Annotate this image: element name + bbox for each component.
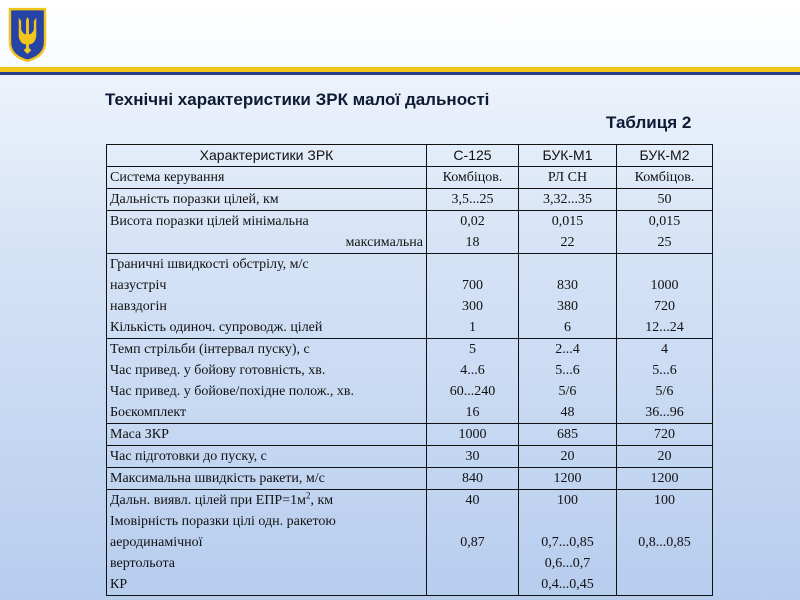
row-value: 50 (617, 189, 713, 211)
row-value: 22 (519, 232, 617, 254)
row-label (107, 574, 427, 596)
row-value: 4...6 (427, 360, 519, 381)
row-value: 48 (519, 402, 617, 424)
table-row (107, 446, 713, 468)
row-label-text: Дальність поразки цілей, км (110, 192, 279, 207)
row-label-text: Час підготовки до пуску, с (110, 449, 267, 464)
table-body (107, 167, 713, 596)
table-row (107, 424, 713, 446)
table-row (107, 339, 713, 361)
row-value: 830 (519, 275, 617, 296)
row-value: 18 (427, 232, 519, 254)
row-value: 25 (617, 232, 713, 254)
row-label-text: Кількість одиноч. супроводж. цілей (110, 320, 323, 335)
table-row (107, 232, 713, 254)
row-label (107, 381, 427, 402)
row-label (107, 446, 427, 468)
row-value: 300 (427, 296, 519, 317)
row-label-text: Максимальна швидкість ракети, м/с (110, 471, 325, 486)
row-label (107, 275, 427, 296)
row-value: 0,7...0,85 (519, 532, 617, 553)
row-value: 100 (519, 490, 617, 512)
table-row (107, 167, 713, 189)
row-value (427, 574, 519, 596)
table-header-row (107, 145, 713, 167)
row-label (107, 167, 427, 189)
row-label (107, 339, 427, 361)
page-title: Технічні характеристики ЗРК малої дальності (105, 90, 490, 109)
table-row (107, 490, 713, 512)
row-value: 720 (617, 424, 713, 446)
table-row (107, 574, 713, 596)
row-label-text: КР (110, 577, 128, 592)
row-label (107, 317, 427, 339)
characteristics-table (106, 144, 713, 596)
column-header: Характеристики ЗРК (107, 145, 427, 167)
table-row (107, 468, 713, 490)
table-row (107, 381, 713, 402)
row-label-text: навздогін (110, 299, 167, 314)
row-value: 700 (427, 275, 519, 296)
row-value: 12...24 (617, 317, 713, 339)
row-value: 0,6...0,7 (519, 553, 617, 574)
table-row (107, 211, 713, 233)
table-row (107, 189, 713, 211)
row-value: 20 (617, 446, 713, 468)
row-value: 0,02 (427, 211, 519, 233)
row-label-text: Боєкомплект (110, 405, 187, 420)
row-value: 6 (519, 317, 617, 339)
row-label (107, 189, 427, 211)
row-label (107, 232, 427, 254)
row-value: Комбіцов. (617, 167, 713, 189)
column-header: БУК-М1 (519, 145, 617, 167)
header-rule-navy (0, 72, 800, 75)
row-label-text: Маса ЗКР (110, 427, 169, 442)
row-label-text: максимальна (345, 235, 423, 250)
row-value: 60...240 (427, 381, 519, 402)
row-value (617, 511, 713, 532)
row-value: РЛ СН (519, 167, 617, 189)
row-value: 5...6 (617, 360, 713, 381)
row-label (107, 532, 427, 553)
row-label (107, 468, 427, 490)
row-value: 2...4 (519, 339, 617, 361)
row-label (107, 553, 427, 574)
row-label-text: вертольота (110, 556, 175, 571)
row-value: 5/6 (617, 381, 713, 402)
row-value: 1000 (617, 275, 713, 296)
row-label-text: Граничні швидкості обстрілу, м/с (110, 257, 309, 272)
column-header: С-125 (427, 145, 519, 167)
row-value: Комбіцов. (427, 167, 519, 189)
row-value: 3,32...35 (519, 189, 617, 211)
row-value: 5/6 (519, 381, 617, 402)
row-value: 840 (427, 468, 519, 490)
row-value: 40 (427, 490, 519, 512)
row-value: 16 (427, 402, 519, 424)
row-value: 0,87 (427, 532, 519, 553)
table-row (107, 275, 713, 296)
row-label-text: назустріч (110, 278, 167, 293)
row-value (427, 553, 519, 574)
row-value: 0,015 (617, 211, 713, 233)
row-value: 1200 (519, 468, 617, 490)
row-value (427, 511, 519, 532)
row-label (107, 360, 427, 381)
row-label (107, 402, 427, 424)
row-value: 1000 (427, 424, 519, 446)
ukraine-trident-icon (8, 7, 47, 62)
row-value: 5 (427, 339, 519, 361)
table-row (107, 511, 713, 532)
row-value (617, 254, 713, 276)
row-label-text: Час привед. у бойове/похідне полож., хв. (110, 384, 355, 399)
row-label (107, 424, 427, 446)
row-label (107, 296, 427, 317)
row-value: 0,015 (519, 211, 617, 233)
row-label-text: Дальн. виявл. цілей при ЕПР=1м (110, 493, 306, 508)
header-band (0, 0, 800, 72)
row-value: 4 (617, 339, 713, 361)
row-value: 30 (427, 446, 519, 468)
row-value (519, 254, 617, 276)
table-row (107, 296, 713, 317)
row-label-text: Імовірність поразки цілі одн. ракетою (110, 514, 336, 529)
table-row (107, 532, 713, 553)
row-value: 685 (519, 424, 617, 446)
table-caption: Таблиця 2 (606, 113, 692, 132)
row-value: 720 (617, 296, 713, 317)
row-value: 0,4...0,45 (519, 574, 617, 596)
row-label-text: Темп стрільби (інтервал пуску), с (110, 342, 310, 357)
row-label (107, 211, 427, 233)
row-label-text: аеродинамічної (110, 535, 203, 550)
table-row (107, 553, 713, 574)
row-label (107, 490, 427, 512)
table-row (107, 360, 713, 381)
row-value: 1 (427, 317, 519, 339)
row-label (107, 511, 427, 532)
row-value (617, 553, 713, 574)
table-row (107, 254, 713, 276)
row-label-text: Система керування (110, 170, 225, 185)
row-value: 100 (617, 490, 713, 512)
row-value: 20 (519, 446, 617, 468)
table-row (107, 402, 713, 424)
row-label-text: Висота поразки цілей мінімальна (110, 214, 309, 229)
row-value: 0,8...0,85 (617, 532, 713, 553)
row-label-suffix: , км (310, 493, 334, 508)
table-row (107, 317, 713, 339)
row-value: 380 (519, 296, 617, 317)
row-label-superscript: 2 (305, 490, 311, 501)
row-label (107, 254, 427, 276)
column-header: БУК-М2 (617, 145, 713, 167)
row-value: 5...6 (519, 360, 617, 381)
row-value: 1200 (617, 468, 713, 490)
row-value (617, 574, 713, 596)
row-value (519, 511, 617, 532)
row-value: 36...96 (617, 402, 713, 424)
row-value: 3,5...25 (427, 189, 519, 211)
characteristics-table-wrapper (106, 144, 712, 596)
row-label-text: Час привед. у бойову готовність, хв. (110, 363, 326, 378)
row-value (427, 254, 519, 276)
